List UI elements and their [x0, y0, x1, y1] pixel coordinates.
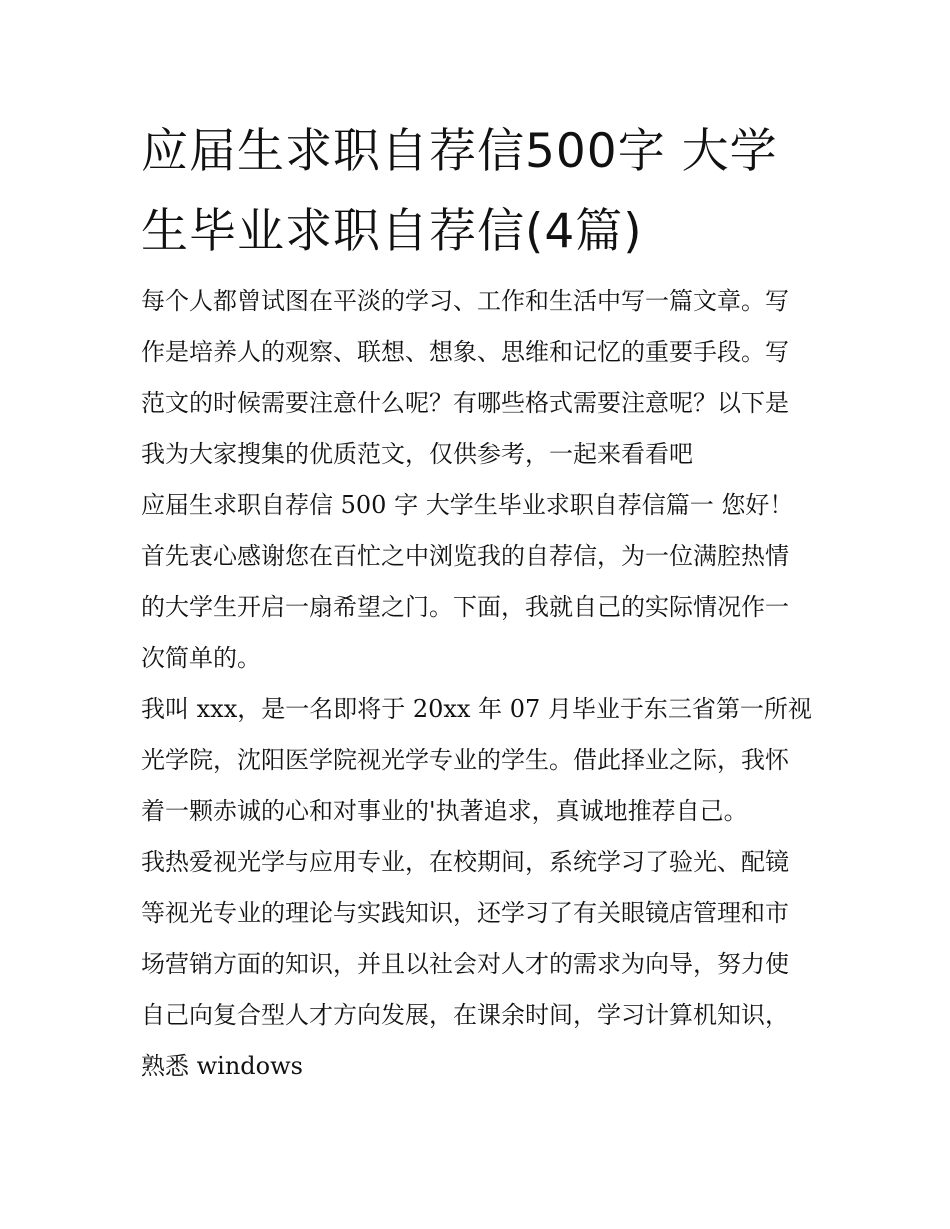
- text-line: 应届生求职自荐信 500 字 大学生毕业求职自荐信篇一 您好！: [141, 491, 794, 519]
- title-line: 生毕业求职自荐信(4篇): [141, 204, 643, 259]
- text-line: 等视光专业的理论与实践知识，还学习了有关眼镜店管理和市: [141, 899, 789, 927]
- text-line: 每个人都曾试图在平淡的学习、工作和生活中写一篇文章。写: [141, 287, 789, 315]
- title-line: 应届生求职自荐信500字 大学: [141, 124, 778, 179]
- text-line: 我热爱视光学与应用专业，在校期间，系统学习了验光、配镜: [141, 848, 789, 876]
- text-line: 首先衷心感谢您在百忙之中浏览我的自荐信，为一位满腔热情: [141, 542, 789, 570]
- text-line: 我为大家搜集的优质范文，仅供参考，一起来看看吧: [141, 440, 693, 468]
- text-line: 自己向复合型人才方向发展，在课余时间，学习计算机知识，: [141, 1001, 789, 1029]
- text-line: 作是培养人的观察、联想、想象、思维和记忆的重要手段。写: [141, 338, 789, 366]
- document-title: [141, 112, 821, 272]
- text-line: 熟悉 windows: [141, 1052, 303, 1080]
- text-line: 我叫 xxx，是一名即将于 20xx 年 07 月毕业于东三省第一所视: [141, 695, 812, 723]
- document-body: [141, 276, 821, 1092]
- text-line: 着一颗赤诚的心和对事业的'执著追求，真诚地推荐自己。: [141, 797, 748, 825]
- text-line: 场营销方面的知识，并且以社会对人才的需求为向导，努力使: [141, 950, 789, 978]
- text-line: 光学院，沈阳医学院视光学专业的学生。借此择业之际，我怀: [141, 746, 789, 774]
- text-line: 次简单的。: [141, 644, 261, 672]
- text-line: 范文的时候需要注意什么呢？有哪些格式需要注意呢？以下是: [141, 389, 789, 417]
- text-line: 的大学生开启一扇希望之门。下面，我就自己的实际情况作一: [141, 593, 789, 621]
